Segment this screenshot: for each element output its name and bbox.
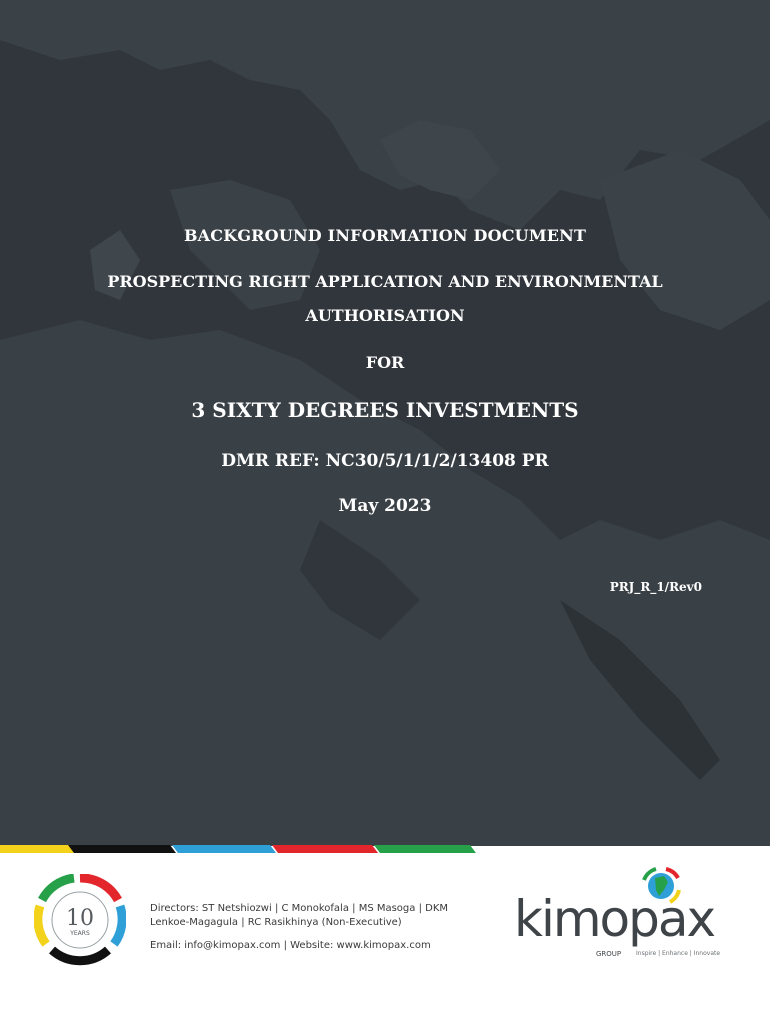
directors-line-1: Directors: ST Netshiozwi | C Monokofala | MS Masoga | DKM [150, 903, 449, 914]
logo-group-label: GROUP [596, 950, 622, 958]
contact-line: Email: info@kimopax.com | Website: www.kimopax.com [150, 940, 431, 951]
revision-code: PRJ_R_1/Rev0 [609, 580, 702, 594]
badge-label: YEARS [70, 930, 90, 937]
dmr-reference: DMR REF: NC30/5/1/1/2/13408 PR [221, 451, 549, 471]
ten-years-badge [34, 874, 126, 966]
kimopax-logo-wordmark: kimopax [514, 890, 715, 948]
color-stripe-divider [0, 842, 770, 856]
company-name: 3 SIXTY DEGREES INVESTMENTS [191, 398, 579, 422]
badge-number: 10 [66, 906, 94, 931]
title-line-1: PROSPECTING RIGHT APPLICATION AND ENVIRONMENTAL [107, 272, 663, 291]
directors-line-2: Lenkoe-Magagula | RC Rasikhinya (Non-Executive) [150, 917, 402, 928]
document-type: BACKGROUND INFORMATION DOCUMENT [183, 226, 587, 245]
title-line-2: AUTHORISATION [305, 306, 465, 325]
logo-tagline: Inspire | Enhance | Innovate [636, 950, 721, 957]
for-label: FOR [365, 353, 405, 372]
directors-list [150, 902, 470, 930]
document-date: May 2023 [338, 496, 432, 516]
